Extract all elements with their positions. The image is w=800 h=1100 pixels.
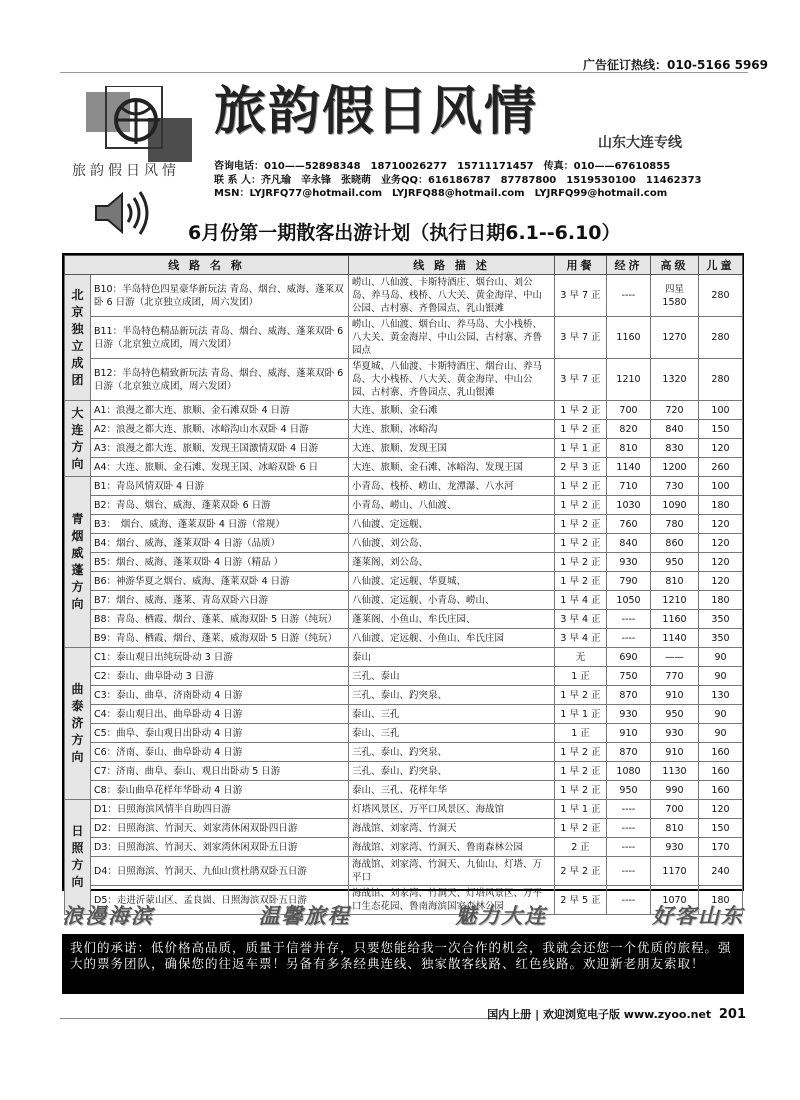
route-name-cell: A1：浪漫之都大连、旅顺、金石滩双卧 4 日游 <box>91 401 349 420</box>
child-price-cell: 90 <box>699 705 743 724</box>
economy-price-cell: 840 <box>607 534 651 553</box>
promise-box: 我们的承诺：低价格高品质，质量于信誉并存，只要您能给我一次合作的机会，我就会还您一个优质的旅程。强大的票务团队，确保您的往返车票！另备有多条经典连线、独家散客线路、红色线路。欢迎新老朋友索取！ <box>62 934 744 994</box>
child-price-cell: 90 <box>699 648 743 667</box>
child-price-cell: 100 <box>699 401 743 420</box>
route-name-cell: B12：半岛特色精致新玩法 青岛、烟台、威海、蓬莱双卧 6 日游（北京独立成团，周六发团） <box>91 359 349 401</box>
economy-price-cell: ---- <box>607 629 651 648</box>
meal-cell: 1 正 <box>555 667 607 686</box>
route-name-cell: B7：烟台、威海、蓬莱、青岛双卧六日游 <box>91 591 349 610</box>
child-price-cell: 260 <box>699 458 743 477</box>
meal-cell: 3 早 4 正 <box>555 629 607 648</box>
meal-cell: 1 早 1 正 <box>555 439 607 458</box>
meal-cell: 3 早 4 正 <box>555 610 607 629</box>
route-desc-cell: 泰山、三孔 <box>349 705 555 724</box>
table-row <box>65 800 743 819</box>
child-price-cell: 100 <box>699 477 743 496</box>
premium-price-cell: 810 <box>651 572 699 591</box>
premium-price-cell: 720 <box>651 401 699 420</box>
premium-price-cell: —— <box>651 648 699 667</box>
child-price-cell: 120 <box>699 439 743 458</box>
footer-site: 国内上册 | 欢迎浏览电子版 www.zyoo.net <box>487 1008 712 1021</box>
economy-price-cell: 1030 <box>607 496 651 515</box>
route-desc-cell: 小青岛、崂山、八仙渡、 <box>349 496 555 515</box>
route-desc-cell: 灯塔风景区、万平口风景区、海战馆 <box>349 800 555 819</box>
route-desc-cell: 三孔、泰山、趵突泉、 <box>349 762 555 781</box>
table-row <box>65 439 743 458</box>
route-desc-cell: 华夏城、八仙渡、卡斯特酒庄、烟台山、养马岛、大小栈桥、八大关、黄金海岸、中山公园、古村寨、齐鲁园点、乳山银滩 <box>349 359 555 401</box>
economy-price-cell: 1050 <box>607 591 651 610</box>
route-desc-cell: 蓬莱阁、刘公岛、 <box>349 553 555 572</box>
premium-price-cell: 四星 1580 <box>651 275 699 317</box>
economy-price-cell: ---- <box>607 275 651 317</box>
table-row <box>65 572 743 591</box>
child-price-cell: 180 <box>699 496 743 515</box>
route-desc-cell: 海战馆、刘家湾、竹洞天、灯塔风景区、万平口生态花园、鲁南海滨国家森林公园 <box>349 886 555 915</box>
route-name-cell: C7：济南、曲阜、泰山、观日出卧动 5 日游 <box>91 762 349 781</box>
meal-cell: 无 <box>555 648 607 667</box>
premium-price-cell: 840 <box>651 420 699 439</box>
premium-price-cell: 1140 <box>651 629 699 648</box>
economy-price-cell: 950 <box>607 781 651 800</box>
route-name-cell: D3：日照海滨、竹洞天、刘家湾休闲双卧五日游 <box>91 838 349 857</box>
route-desc-cell: 八仙渡、定远舰、小鱼山、牟氏庄园 <box>349 629 555 648</box>
route-desc-cell: 海战馆、刘家湾、竹洞天 <box>349 819 555 838</box>
child-price-cell: 180 <box>699 886 743 915</box>
table-row <box>65 762 743 781</box>
route-name-cell: C5：曲阜、泰山观日出卧动 4 日游 <box>91 724 349 743</box>
route-name-cell: D2：日照海滨、竹洞天、刘家湾休闲双卧四日游 <box>91 819 349 838</box>
header-economy: 经济 <box>607 256 651 275</box>
table-row <box>65 420 743 439</box>
divider <box>60 72 748 73</box>
child-price-cell: 120 <box>699 572 743 591</box>
meal-cell: 3 早 7 正 <box>555 275 607 317</box>
premium-price-cell: 860 <box>651 534 699 553</box>
logo-text: 旅韵假日风情 <box>72 163 180 179</box>
premium-price-cell: 930 <box>651 838 699 857</box>
child-price-cell: 130 <box>699 686 743 705</box>
region-label: 大 连 方 向 <box>65 401 91 477</box>
premium-price-cell: 930 <box>651 724 699 743</box>
meal-cell: 1 早 2 正 <box>555 477 607 496</box>
route-name-cell: B10：半岛特色四星豪华新玩法 青岛、烟台、威海、蓬莱双卧 6 日游（北京独立成团，周六发团） <box>91 275 349 317</box>
route-desc-cell: 八仙渡、定远舰、小青岛、崂山、 <box>349 591 555 610</box>
table-row <box>65 515 743 534</box>
route-desc-cell: 大连、旅顺、金石滩 <box>349 401 555 420</box>
child-price-cell: 150 <box>699 819 743 838</box>
meal-cell: 1 早 2 正 <box>555 781 607 800</box>
route-desc-cell: 泰山、三孔、花样年华 <box>349 781 555 800</box>
table-row <box>65 743 743 762</box>
economy-price-cell: 760 <box>607 515 651 534</box>
table-row <box>65 838 743 857</box>
slogan-bar <box>62 900 744 930</box>
route-desc-cell: 三孔、泰山、趵突泉、 <box>349 743 555 762</box>
meal-cell: 1 早 2 正 <box>555 553 607 572</box>
meal-cell: 2 早 3 正 <box>555 458 607 477</box>
route-desc-cell: 大连、旅顺、发现王国 <box>349 439 555 458</box>
child-price-cell: 170 <box>699 838 743 857</box>
premium-price-cell: 950 <box>651 553 699 572</box>
economy-price-cell: ---- <box>607 838 651 857</box>
brand-title: 旅韵假日风情 <box>214 81 539 142</box>
meal-cell: 1 早 2 正 <box>555 496 607 515</box>
child-price-cell: 150 <box>699 420 743 439</box>
economy-price-cell: 700 <box>607 401 651 420</box>
meal-cell: 1 早 2 正 <box>555 686 607 705</box>
table-row <box>65 317 743 359</box>
route-table <box>64 255 743 915</box>
economy-price-cell: 930 <box>607 705 651 724</box>
premium-price-cell: 1200 <box>651 458 699 477</box>
meal-cell: 1 早 2 正 <box>555 401 607 420</box>
speaker-icon <box>92 188 152 238</box>
economy-price-cell: 710 <box>607 477 651 496</box>
slogan: 温馨旅程 <box>258 903 351 928</box>
economy-price-cell: 820 <box>607 420 651 439</box>
header-child: 儿童 <box>699 256 743 275</box>
route-desc-cell: 八仙渡、定远舰、华夏城、 <box>349 572 555 591</box>
economy-price-cell: 790 <box>607 572 651 591</box>
child-price-cell: 90 <box>699 724 743 743</box>
region-label: 曲 泰 济 方 向 <box>65 648 91 800</box>
route-desc-cell: 泰山、三孔 <box>349 724 555 743</box>
route-name-cell: B2：青岛、烟台、威海、蓬莱双卧 6 日游 <box>91 496 349 515</box>
economy-price-cell: 930 <box>607 553 651 572</box>
child-price-cell: 160 <box>699 762 743 781</box>
table-row <box>65 610 743 629</box>
meal-cell: 1 早 2 正 <box>555 420 607 439</box>
child-price-cell: 90 <box>699 667 743 686</box>
table-row <box>65 275 743 317</box>
child-price-cell: 160 <box>699 781 743 800</box>
ad-hotline: 广告征订热线：010-5166 5969 <box>582 58 768 72</box>
premium-price-cell: 780 <box>651 515 699 534</box>
footer-divider <box>60 1018 530 1019</box>
economy-price-cell: 1160 <box>607 317 651 359</box>
premium-price-cell: 910 <box>651 743 699 762</box>
route-name-cell: A3：浪漫之都大连、旅顺、发现王国激情双卧 4 日游 <box>91 439 349 458</box>
meal-cell: 1 正 <box>555 724 607 743</box>
route-desc-cell: 三孔、泰山、趵突泉、 <box>349 686 555 705</box>
child-price-cell: 280 <box>699 317 743 359</box>
route-desc-cell: 三孔、泰山 <box>349 667 555 686</box>
meal-cell: 1 早 2 正 <box>555 534 607 553</box>
meal-cell: 2 早 2 正 <box>555 857 607 886</box>
economy-price-cell: ---- <box>607 857 651 886</box>
route-desc-cell: 海战馆、刘家湾、竹洞天、九仙山、灯塔、万平口 <box>349 857 555 886</box>
economy-price-cell: 690 <box>607 648 651 667</box>
region-label: 日 照 方 向 <box>65 800 91 915</box>
economy-price-cell: 810 <box>607 439 651 458</box>
table-row <box>65 819 743 838</box>
child-price-cell: 120 <box>699 800 743 819</box>
route-name-cell: B6：神游华夏之烟台、威海、蓬莱双卧 4 日游 <box>91 572 349 591</box>
economy-price-cell: ---- <box>607 819 651 838</box>
child-price-cell: 240 <box>699 857 743 886</box>
table-row <box>65 724 743 743</box>
route-name-cell: B3： 烟台、威海、蓬莱双卧 4 日游（常规） <box>91 515 349 534</box>
region-label: 北 京 独 立 成 团 <box>65 275 91 401</box>
route-desc-cell: 崂山、八仙渡、卡斯特酒庄、烟台山、刘公岛、养马岛、栈桥、八大关、黄金海岸、中山公园、古村寨、齐鲁园点、乳山银滩 <box>349 275 555 317</box>
route-name-cell: C4：泰山观日出、曲阜卧动 4 日游 <box>91 705 349 724</box>
meal-cell: 1 早 2 正 <box>555 762 607 781</box>
economy-price-cell: ---- <box>607 610 651 629</box>
child-price-cell: 120 <box>699 515 743 534</box>
route-name-cell: C8：泰山曲阜花样年华卧动 4 日游 <box>91 781 349 800</box>
premium-price-cell: 770 <box>651 667 699 686</box>
premium-price-cell: 910 <box>651 686 699 705</box>
premium-price-cell: 1320 <box>651 359 699 401</box>
table-row <box>65 629 743 648</box>
table-row <box>65 667 743 686</box>
child-price-cell: 280 <box>699 275 743 317</box>
route-desc-cell: 大连、旅顺、金石滩、冰峪沟、发现王国 <box>349 458 555 477</box>
route-name-cell: D4：日照海滨、竹洞天、九仙山赏杜鹃双卧五日游 <box>91 857 349 886</box>
premium-price-cell: 950 <box>651 705 699 724</box>
table-row <box>65 359 743 401</box>
meal-cell: 3 早 7 正 <box>555 317 607 359</box>
child-price-cell: 160 <box>699 743 743 762</box>
table-row <box>65 477 743 496</box>
meal-cell: 2 正 <box>555 838 607 857</box>
meal-cell: 1 早 2 正 <box>555 819 607 838</box>
route-name-cell: C1：泰山观日出纯玩卧动 3 日游 <box>91 648 349 667</box>
route-desc-cell: 泰山 <box>349 648 555 667</box>
premium-price-cell: 1070 <box>651 886 699 915</box>
header-meal: 用餐 <box>555 256 607 275</box>
child-price-cell: 120 <box>699 553 743 572</box>
route-name-cell: C3：泰山、曲阜、济南卧动 4 日游 <box>91 686 349 705</box>
contact-msn-line: MSN：LYJRFQ77@hotmail.com LYJRFQ88@hotmail.com LYJRFQ99@hotmail.com <box>214 188 668 199</box>
route-name-cell: B5：烟台、威海、蓬莱双卧 4 日游（精品 ） <box>91 553 349 572</box>
header-premium: 高级 <box>651 256 699 275</box>
premium-price-cell: 1170 <box>651 857 699 886</box>
table-row <box>65 705 743 724</box>
meal-cell: 1 早 4 正 <box>555 591 607 610</box>
route-desc-cell: 小青岛、栈桥、崂山、龙潭瀑、八水河 <box>349 477 555 496</box>
economy-price-cell: 1080 <box>607 762 651 781</box>
table-row <box>65 781 743 800</box>
premium-price-cell: 1090 <box>651 496 699 515</box>
slogan: 好客山东 <box>651 903 744 928</box>
economy-price-cell: 910 <box>607 724 651 743</box>
economy-price-cell: 870 <box>607 686 651 705</box>
route-name-cell: A2：浪漫之都大连、旅顺、冰峪沟山水双卧 4 日游 <box>91 420 349 439</box>
route-desc-cell: 崂山、八仙渡、烟台山、养马岛、大小栈桥、八大关、黄金海岸、中山公园、古村寨、齐鲁园点 <box>349 317 555 359</box>
route-name-cell: D1：日照海滨风情半自助四日游 <box>91 800 349 819</box>
economy-price-cell: ---- <box>607 800 651 819</box>
premium-price-cell: 1130 <box>651 762 699 781</box>
header-route-name: 线 路 名 称 <box>65 256 349 275</box>
table-row <box>65 857 743 886</box>
route-name-cell: A4：大连、旅顺、金石滩、发现王国、冰峪双卧 6 日 <box>91 458 349 477</box>
footer <box>0 1006 746 1024</box>
table-row <box>65 553 743 572</box>
economy-price-cell: 1140 <box>607 458 651 477</box>
table-row <box>65 458 743 477</box>
footer-text <box>487 1006 746 1022</box>
meal-cell: 1 早 1 正 <box>555 800 607 819</box>
slogan: 浪漫海滨 <box>62 903 154 928</box>
premium-price-cell: 810 <box>651 819 699 838</box>
table-row <box>65 534 743 553</box>
header-route-desc: 线 路 描 述 <box>349 256 555 275</box>
brand-subtitle: 山东大连专线 <box>598 135 682 151</box>
meal-cell: 2 早 5 正 <box>555 886 607 915</box>
route-name-cell: B9：青岛、栖霞、烟台、蓬莱、威海双卧 5 日游（纯玩） <box>91 629 349 648</box>
route-desc-cell: 八仙渡、刘公岛、 <box>349 534 555 553</box>
meal-cell: 1 早 2 正 <box>555 743 607 762</box>
economy-price-cell: 870 <box>607 743 651 762</box>
table-row <box>65 496 743 515</box>
meal-cell: 3 早 7 正 <box>555 359 607 401</box>
slogan: 魅力大连 <box>455 903 548 928</box>
plan-title: 6月份第一期散客出游计划（执行日期6.1--6.10） <box>188 222 621 244</box>
route-table-wrapper <box>62 253 744 912</box>
table-row <box>65 401 743 420</box>
route-desc-cell: 大连、旅顺、冰峪沟 <box>349 420 555 439</box>
economy-price-cell: 750 <box>607 667 651 686</box>
meal-cell: 1 早 1 正 <box>555 705 607 724</box>
premium-price-cell: 1210 <box>651 591 699 610</box>
child-price-cell: 280 <box>699 359 743 401</box>
route-desc-cell: 海战馆、刘家湾、竹洞天、鲁南森林公园 <box>349 838 555 857</box>
economy-price-cell: ---- <box>607 886 651 915</box>
table-row <box>65 591 743 610</box>
table-row <box>65 686 743 705</box>
route-desc-cell: 八仙渡、定远舰、 <box>349 515 555 534</box>
premium-price-cell: 1270 <box>651 317 699 359</box>
page-number: 201 <box>718 1007 746 1022</box>
premium-price-cell: 700 <box>651 800 699 819</box>
economy-price-cell: 1210 <box>607 359 651 401</box>
contact-people-line: 联 系 人：齐凡瑜 辛永锋 张晓萌 业务QQ：616186787 87787800 1519530100 11462373 <box>214 174 702 186</box>
child-price-cell: 350 <box>699 610 743 629</box>
contact-info <box>214 160 702 201</box>
table-row <box>65 648 743 667</box>
route-name-cell: B11：半岛特色精品新玩法 青岛、烟台、威海、蓬莱双卧 6 日游（北京独立成团，周六发团） <box>91 317 349 359</box>
route-desc-cell: 蓬莱阁、小鱼山、牟氏庄园、 <box>349 610 555 629</box>
premium-price-cell: 830 <box>651 439 699 458</box>
route-name-cell: B8：青岛、栖霞、烟台、蓬莱、威海双卧 5 日游（纯玩） <box>91 610 349 629</box>
child-price-cell: 120 <box>699 534 743 553</box>
premium-price-cell: 990 <box>651 781 699 800</box>
route-name-cell: C6：济南、泰山、曲阜卧动 4 日游 <box>91 743 349 762</box>
child-price-cell: 350 <box>699 629 743 648</box>
meal-cell: 1 早 2 正 <box>555 572 607 591</box>
route-name-cell: D5：走进沂蒙山区、孟良崮、日照海滨双卧五日游 <box>91 886 349 915</box>
premium-price-cell: 1160 <box>651 610 699 629</box>
meal-cell: 1 早 2 正 <box>555 515 607 534</box>
premium-price-cell: 730 <box>651 477 699 496</box>
route-name-cell: B4：烟台、威海、蓬莱双卧 4 日游（品质） <box>91 534 349 553</box>
child-price-cell: 180 <box>699 591 743 610</box>
contact-phone-line: 咨询电话：010——52898348 18710026277 15711171457 传真：010——67610855 <box>214 161 671 172</box>
route-name-cell: B1：青岛风情双卧 4 日游 <box>91 477 349 496</box>
table-header-row <box>65 256 743 275</box>
route-name-cell: C2：泰山、曲阜卧动 3 日游 <box>91 667 349 686</box>
region-label: 青 烟 威 蓬 方 向 <box>65 477 91 648</box>
